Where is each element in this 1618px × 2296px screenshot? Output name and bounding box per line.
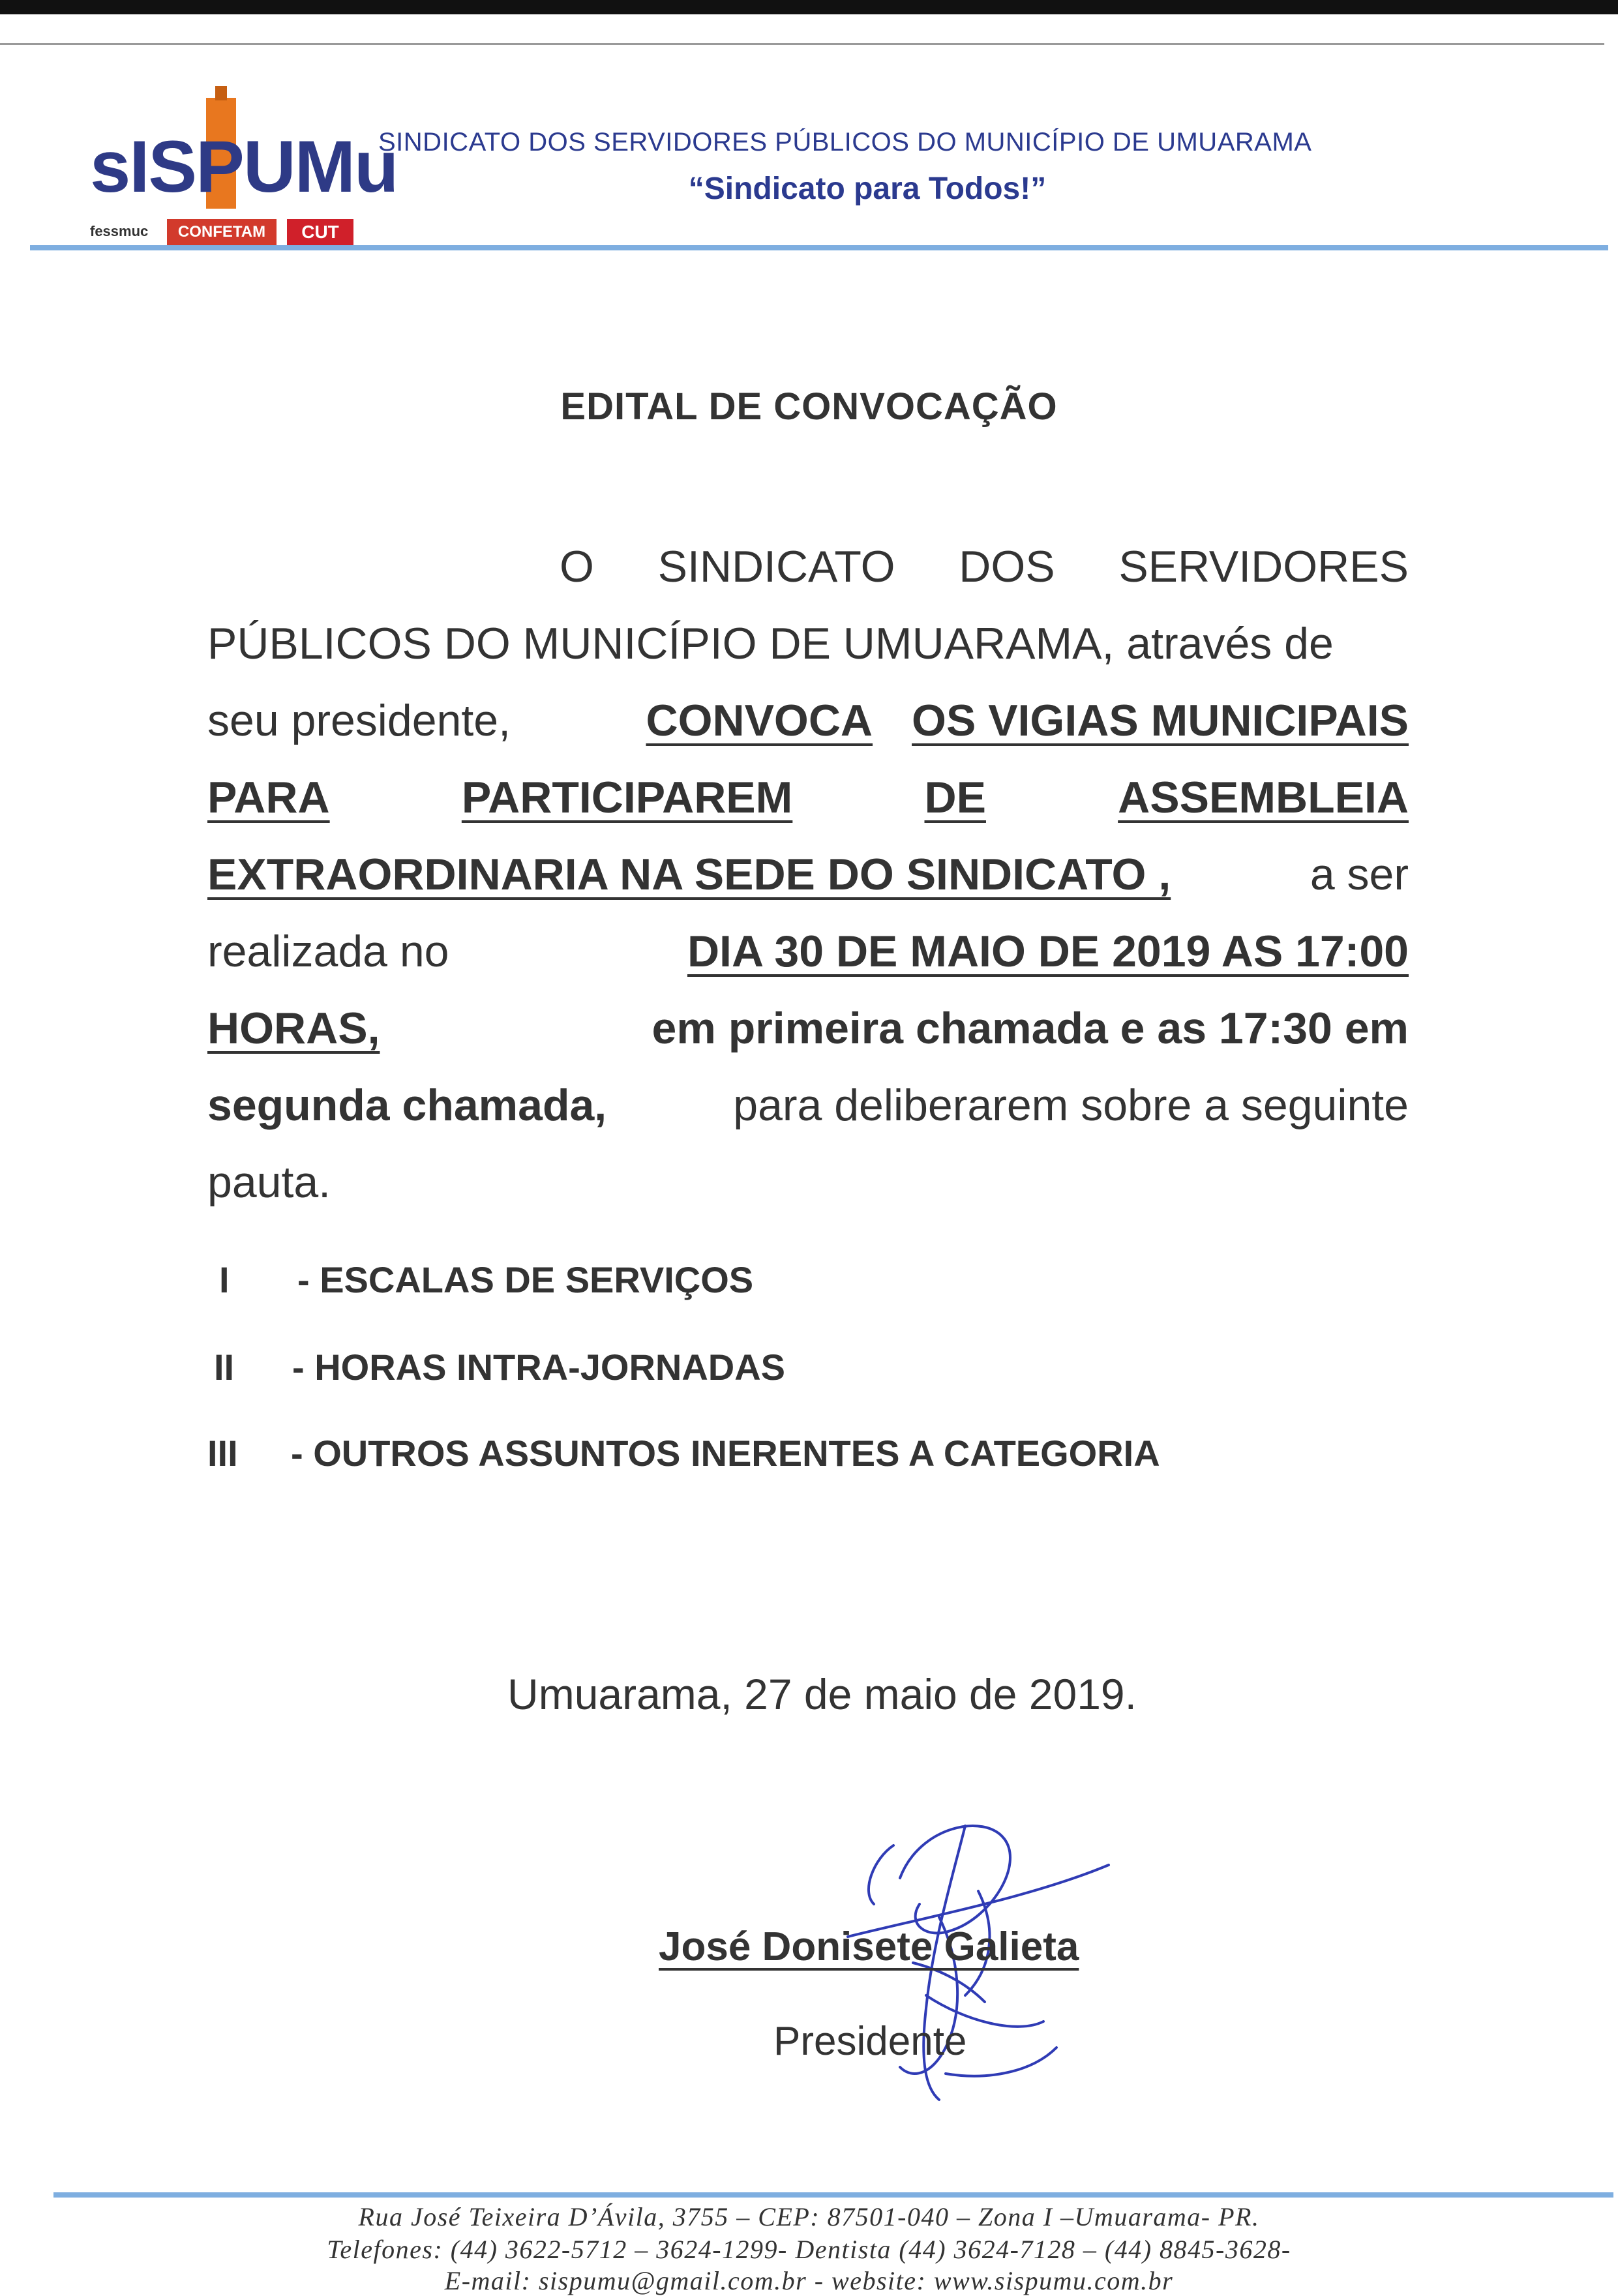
agenda-text: - ESCALAS DE SERVIÇOS	[297, 1259, 754, 1300]
paragraph-line-2	[207, 605, 1409, 682]
agenda-item	[214, 1346, 785, 1388]
agenda-item	[207, 1432, 1160, 1474]
paragraph-line-1	[207, 528, 1409, 605]
agenda-number: II	[214, 1347, 235, 1388]
text-run: seu presidente,	[207, 696, 511, 745]
footer-address: Rua José Teixeira D’Ávila, 3755 – CEP: 87501-040 – Zona I –Umuarama- PR.	[358, 2202, 1260, 2231]
text-run: HORAS,	[207, 1004, 380, 1053]
document-title: EDITAL DE CONVOCAÇÃO	[560, 385, 1058, 428]
agenda-text: - HORAS INTRA-JORNADAS	[292, 1347, 785, 1388]
convoca-emphasis: CONVOCA OS VIGIAS MUNICIPAIS	[646, 696, 1409, 745]
text-run: segunda chamada,	[207, 1081, 607, 1130]
text-word: DE	[924, 773, 986, 822]
paragraph-line-5	[207, 836, 1409, 913]
text-word: SERVIDORES	[1118, 542, 1409, 591]
agenda-text: - OUTROS ASSUNTOS INERENTES A CATEGORIA	[291, 1433, 1160, 1474]
text-run: EXTRAORDINARIA NA SEDE DO SINDICATO ,	[207, 850, 1171, 899]
signer-name: José Donisete Galieta	[659, 1924, 1079, 1969]
text-word: SINDICATO	[657, 542, 895, 591]
sispumu-logo	[90, 91, 398, 254]
text-word: PARA	[207, 773, 330, 822]
agenda-item	[219, 1259, 753, 1301]
scan-top-rule	[0, 43, 1604, 45]
text-run: pauta.	[207, 1157, 331, 1207]
agenda-number: I	[219, 1259, 230, 1300]
text-run: a ser	[1310, 850, 1409, 899]
organization-name: SINDICATO DOS SERVIDORES PÚBLICOS DO MUNICÍPIO DE UMUARAMA	[378, 128, 1312, 157]
text-run: em primeira chamada e as 17:30 em	[652, 1004, 1409, 1053]
paragraph-line-7	[207, 990, 1409, 1067]
paragraph-line-8	[207, 1067, 1409, 1144]
text-word: DOS	[959, 542, 1055, 591]
text-run: realizada no	[207, 927, 449, 976]
text-word: ASSEMBLEIA	[1118, 773, 1409, 822]
fessmuc-logo: fessmuc	[90, 223, 149, 239]
signer-role: Presidente	[773, 2019, 967, 2064]
footer-rule	[53, 2192, 1613, 2198]
confetam-logo: CONFETAM	[167, 219, 277, 245]
logo-partner-strip	[90, 219, 357, 246]
agenda-number: III	[207, 1433, 238, 1474]
meeting-date: DIA 30 DE MAIO DE 2019 AS 17:00	[687, 927, 1409, 976]
text-run: PÚBLICOS DO MUNICÍPIO DE UMUARAMA, através de	[207, 619, 1334, 668]
paragraph-line-3	[207, 682, 1409, 759]
cut-logo: CUT	[287, 219, 353, 245]
footer-contact: E-mail: sispumu@gmail.com.br - website: www.sispumu.com.br	[444, 2266, 1174, 2295]
logo-wordmark: sISPUMu	[90, 126, 398, 207]
date-line: Umuarama, 27 de maio de 2019.	[507, 1670, 1137, 1718]
paragraph-line-6	[207, 913, 1409, 990]
convocation-paragraph	[207, 528, 1409, 1221]
paragraph-line-4	[207, 759, 1409, 836]
header-rule	[30, 245, 1608, 250]
footer-phones: Telefones: (44) 3622-5712 – 3624-1299- Dentista (44) 3624-7128 – (44) 8845-3628-	[327, 2235, 1291, 2264]
text-word: PARTICIPAREM	[461, 773, 793, 822]
text-run: para deliberarem sobre a seguinte	[733, 1081, 1409, 1130]
text-word: O	[560, 542, 594, 591]
organization-slogan: “Sindicato para Todos!”	[688, 171, 1047, 206]
scan-top-border	[0, 0, 1618, 14]
paragraph-line-9	[207, 1144, 1409, 1221]
